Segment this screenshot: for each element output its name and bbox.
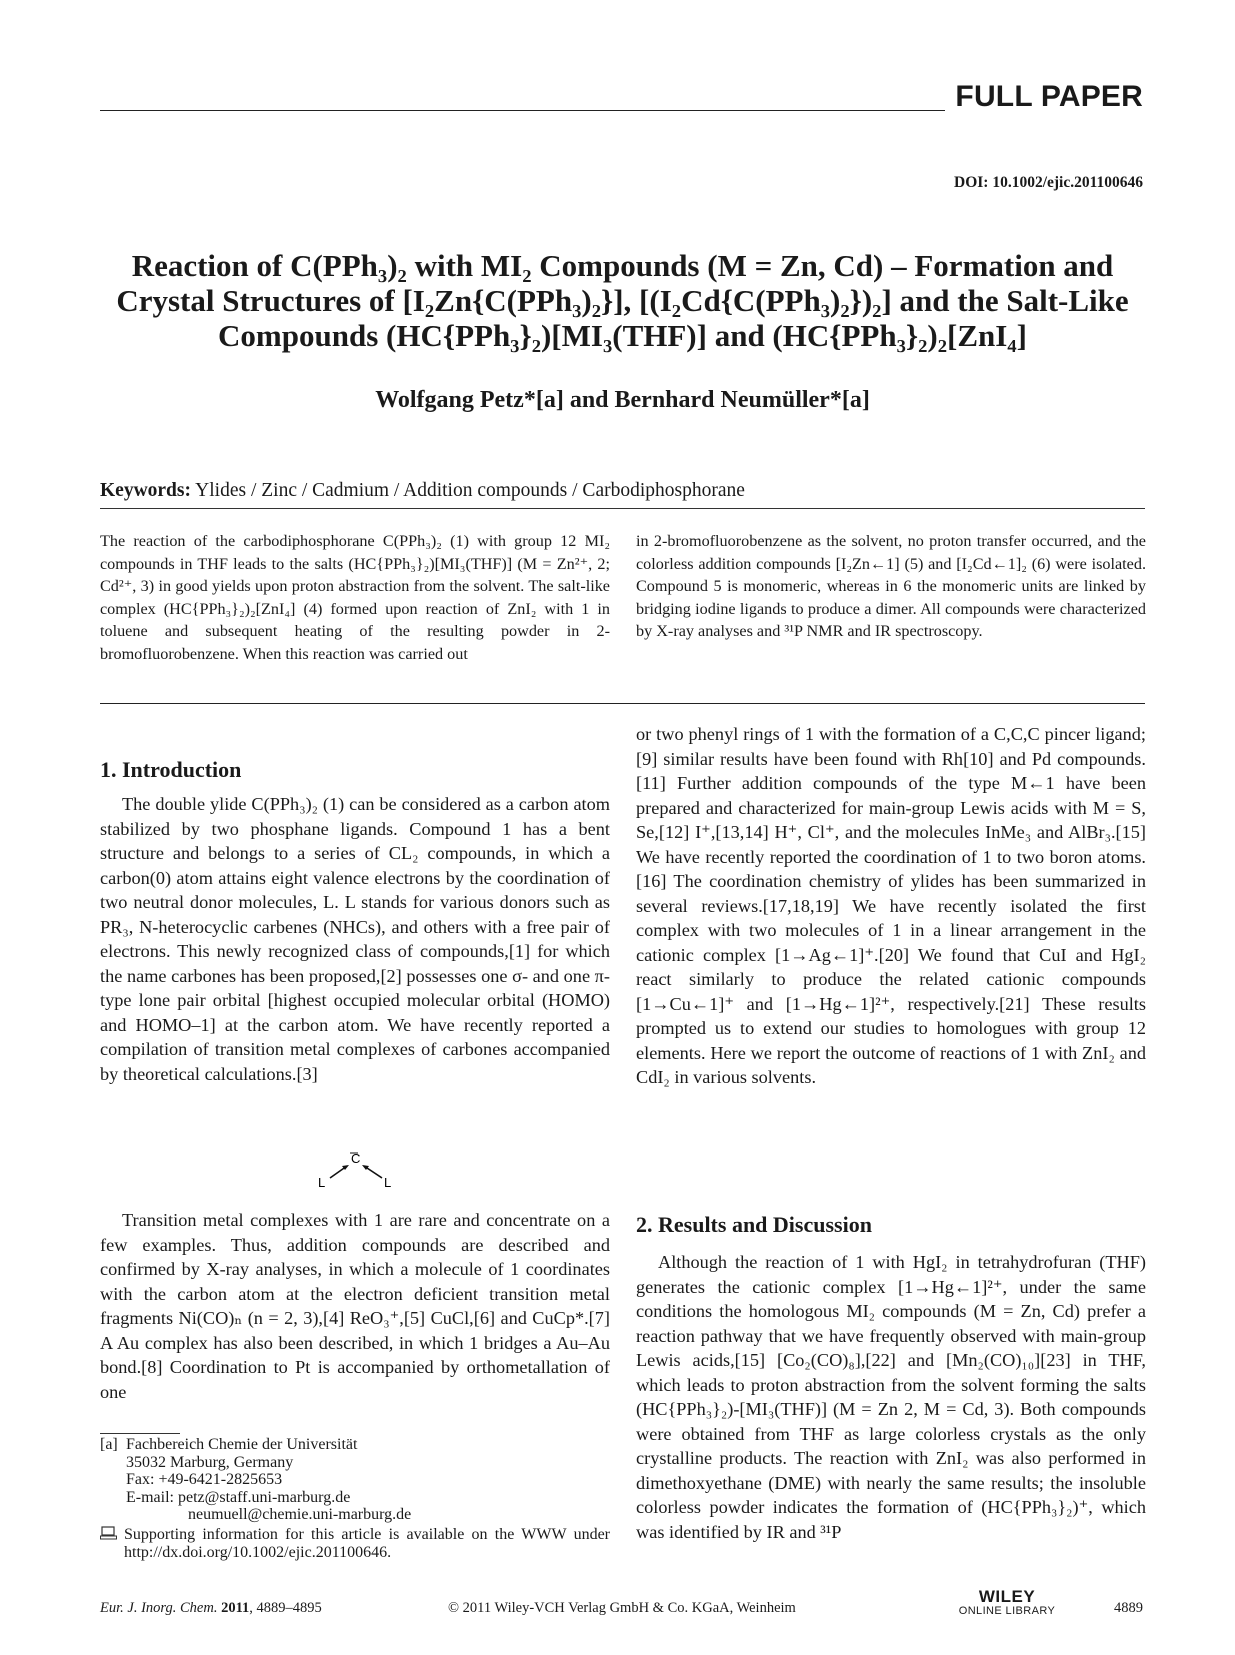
header-rule bbox=[100, 110, 945, 111]
diagram-left-ligand: L bbox=[318, 1175, 326, 1190]
footnotes bbox=[100, 1436, 610, 1561]
keywords-rule bbox=[100, 508, 1145, 509]
wiley-logo bbox=[942, 1587, 1072, 1617]
intro-paragraph-3: or two phenyl rings of 1 with the formation of a C,C,C pincer ligand;[9] similar results have been found with Rh[10] and Pd compounds.[11] Further addition compounds of the type M←1 have been prepared and characterized for main-group Lewis acids with M = S, Se,[12] I⁺,[13,14] H⁺, Cl⁺, and the molecules InMe₃ and AlBr₃.[15] We have recently reported the coordination of 1 to two boron atoms.[16] The coordination chemistry of ylides has been summarized in several reviews.[17,18,19] We have recently isolated the first complex with two molecules of 1 in a linear arrangement in the cationic complex [1→Ag←1]⁺.[20] We found that CuI and HgI₂ react similarly to produce the related cationic compounds [1→Cu←1]⁺ and [1→Hg←1]²⁺, respectively.[21] These results prompted us to extend our studies to homologues with group 12 elements. Here we report the outcome of reactions of 1 with ZnI₂ and CdI₂ in various solvents. bbox=[636, 724, 1146, 1087]
results-paragraph-1: Although the reaction of 1 with HgI₂ in tetrahydrofuran (THF) generates the cationic complex [1→Hg←1]²⁺, under the same conditions the homologous MI₂ compounds (M = Zn, Cd) prefer a reaction pathway that we have frequently observed with main-group Lewis acids,[15] [Co₂(CO)₈],[22] and [Mn₂(CO)₁₀][23] in THF, which leads to proton abstraction from the solvent forming the salts (HC{PPh₃}₂)-[MI₃(THF)] (M = Zn 2, M = Cd, 3). Both compounds were obtained from THF as large colorless crystals as the only crystalline products. The reaction with ZnI₂ was also performed in dimethoxyethane (DME) with nearly the same results; the insoluble colorless powder indicates the formation of (HC{PPh₃}₂)⁺, which was identified by IR and ³¹P bbox=[636, 1252, 1146, 1542]
affiliation-label: [a] bbox=[100, 1436, 118, 1453]
abstract-right: in 2-bromofluorobenzene as the solvent, no proton transfer occurred, and the colorless addition compounds [I₂Zn←1] (5) and [I₂Cd←1]₂ (6) were isolated. Compound 5 is monomeric, whereas in 6 the monomeric units are linked by bridging iodine ligands to produce a dimer. All compounds were characterized by X-ray analyses and ³¹P NMR and IR spectroscopy. bbox=[636, 532, 1146, 641]
journal-name: Eur. J. Inorg. Chem. bbox=[100, 1600, 218, 1616]
wiley-brand: WILEY bbox=[978, 1587, 1036, 1606]
affiliation-line: 35032 Marburg, Germany bbox=[126, 1453, 294, 1471]
affiliation-lines bbox=[126, 1436, 411, 1524]
keywords-label: Keywords: bbox=[100, 480, 191, 501]
keywords bbox=[100, 480, 745, 502]
title-line-2: Crystal Structures of [I₂Zn{C(PPh₃)₂}], [(I₂Cd{C(PPh₃)₂})₂] and the Salt-Like bbox=[116, 283, 1129, 318]
affiliation-line: Fax: +49-6421-2825653 bbox=[126, 1471, 283, 1489]
page-number: 4889 bbox=[1114, 1600, 1143, 1616]
supporting-info bbox=[100, 1526, 610, 1561]
footer-copyright: © 2011 Wiley-VCH Verlag GmbH & Co. KGaA, Weinheim bbox=[448, 1600, 796, 1616]
footnote-rule bbox=[100, 1433, 180, 1434]
computer-icon bbox=[100, 1526, 118, 1561]
affiliation bbox=[100, 1436, 610, 1524]
footer-citation bbox=[100, 1600, 322, 1617]
title-line-3: Compounds (HC{PPh₃}₂)[MI₃(THF)] and (HC{PPh₃}₂)₂[ZnI₄] bbox=[218, 318, 1027, 353]
cl2-structure-diagram bbox=[300, 1148, 410, 1190]
journal-pages: , 4889–4895 bbox=[249, 1600, 322, 1616]
affiliation-line: neumuell@chemie.uni-marburg.de bbox=[188, 1506, 412, 1524]
diagram-right-ligand: L bbox=[384, 1175, 392, 1190]
intro-paragraph-1: The double ylide C(PPh₃)₂ (1) can be considered as a carbon atom stabilized by two phosphane ligands. Compound 1 has a bent structure and belongs to a series of CL₂ compounds, in which a carbon(0) atom attains eight valence electrons by the coordination of two neutral donor molecules, L. L stands for various donors such as PR₃, N-heterocyclic carbenes (NHCs), and others with a free pair of electrons. This newly recognized class of compounds,[1] for which the name carbones has been proposed,[2] possesses one σ- and one π-type lone pair orbital [highest occupied molecular orbital (HOMO) and HOMO–1] at the carbon atom. We have recently reported a compilation of transition metal complexes of carbones accompanied by theoretical calculations.[3] bbox=[100, 794, 610, 1084]
diagram-center-atom: C bbox=[351, 1151, 361, 1166]
article-title bbox=[100, 248, 1145, 353]
intro-paragraph-2: Transition metal complexes with 1 are rare and concentrate on a few examples. Thus, addition compounds are described and confirmed by X-ray analyses, in which a molecule of 1 coordinates with the carbon atom at the electron deficient transition metal fragments Ni(CO)ₙ (n = 2, 3),[4] ReO₃⁺,[5] CuCl,[6] and CuCp*.[7] A Au complex has also been described, in which 1 bridges a Au–Au bond.[8] Coordination to Pt is accompanied by orthometallation of one bbox=[100, 1210, 610, 1402]
results-heading: 2. Results and Discussion bbox=[636, 1212, 872, 1237]
affiliation-line: E-mail: petz@staff.uni-marburg.de bbox=[126, 1488, 351, 1506]
doi: DOI: 10.1002/ejic.201100646 bbox=[954, 174, 1143, 191]
authors: Wolfgang Petz*[a] and Bernhard Neumüller*[a] bbox=[375, 387, 870, 413]
abstract-left: The reaction of the carbodiphosphorane C(PPh₃)₂ (1) with group 12 MI₂ compounds in THF leads to the salts (HC{PPh₃}₂)[MI₃(THF)] (M = Zn²⁺, 2; Cd²⁺, 3) in good yields upon proton abstraction from the solvent. The salt-like complex (HC{PPh₃}₂)₂[ZnI₄] (4) formed upon reaction of ZnI₂ with 1 in toluene and subsequent heating of the resulting powder in 2-bromofluorobenzene. When this reaction was carried out bbox=[100, 532, 610, 663]
supporting-info-text: Supporting information for this article is available on the WWW under http://dx.doi.org/10.1002/ejic.201100646. bbox=[124, 1525, 610, 1561]
affiliation-line: Fachbereich Chemie der Universität bbox=[126, 1436, 358, 1453]
abstract-rule bbox=[100, 703, 1145, 704]
intro-heading: 1. Introduction bbox=[100, 757, 242, 782]
section-tag: FULL PAPER bbox=[955, 80, 1143, 113]
wiley-brand-sub: ONLINE LIBRARY bbox=[958, 1605, 1056, 1617]
title-line-1: Reaction of C(PPh₃)₂ with MI₂ Compounds (M = Zn, Cd) – Formation and bbox=[131, 248, 1114, 283]
keywords-list: Ylides / Zinc / Cadmium / Addition compounds / Carbodiphosphorane bbox=[195, 480, 745, 501]
journal-year: 2011 bbox=[221, 1600, 250, 1616]
